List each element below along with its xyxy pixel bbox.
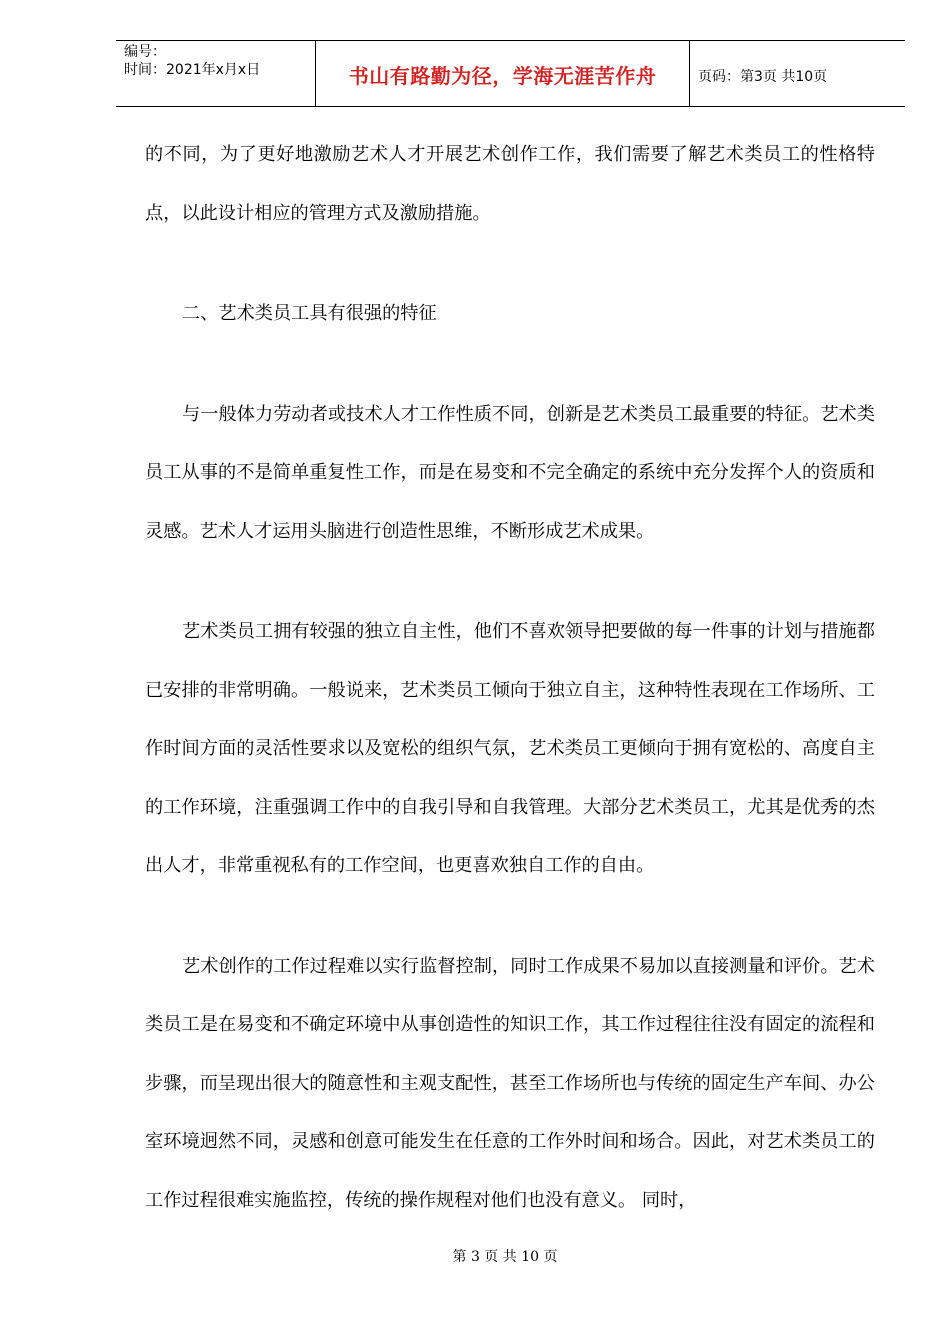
section-heading: 二、艺术类员工具有很强的特征 <box>182 303 437 324</box>
paragraph: 与一般体力劳动者或技术人才工作性质不同，创新是艺术类员工最重要的特征。艺术类员工从事的不是简单重复性工作，而是在易变和不完全确定的系统中充分发挥个人的资质和灵感。艺术人才运用头脑进行创造性思维，不断形成艺术成果。 <box>145 403 875 542</box>
document-body <box>145 126 875 1230</box>
paragraph-spacer <box>145 561 875 603</box>
paragraph-continuation: 的不同，为了更好地激励艺术人才开展艺术创作工作，我们需要了解艺术类员工的性格特点，以此设计相应的管理方式及激励措施。 <box>145 144 875 224</box>
paragraph-spacer <box>145 896 875 938</box>
header-page-label: 页码：第3页 共10页 <box>698 68 828 85</box>
header-page-cell <box>690 43 905 108</box>
paragraph: 艺术创作的工作过程难以实行监督控制，同时工作成果不易加以直接测量和评价。艺术类员工是在易变和不确定环境中从事创造性的知识工作，其工作过程往往没有固定的流程和步骤，而呈现出很大的随意性和主观支配性，甚至工作场所也与传统的固定生产车间、办公室环境迥然不同，灵感和创意可能发生在任意的工作外时间和场合。因此，对艺术类员工的工作过程很难实施监控，传统的操作规程对他们也没有意义。 同时， <box>145 955 875 1211</box>
header-motto: 书山有路勤为径，学海无涯苦作舟 <box>348 64 657 88</box>
paragraph: 艺术类员工拥有较强的独立自主性，他们不喜欢领导把要做的每一件事的计划与措施都已安排的非常明确。一般说来，艺术类员工倾向于独立自主，这种特性表现在工作场所、工作时间方面的灵活性要求以及宽松的组织气氛，艺术类员工更倾向于拥有宽松的、高度自主的工作环境，注重强调工作中的自我引导和自我管理。大部分艺术类员工，尤其是优秀的杰出人才，非常重视私有的工作空间，也更喜欢独自工作的自由。 <box>145 621 875 876</box>
paragraph-spacer <box>145 243 875 285</box>
page-footer <box>0 1246 950 1266</box>
header-meta-cell <box>116 41 316 106</box>
footer-page-number: 第 3 页 共 10 页 <box>452 1249 558 1265</box>
document-time-label: 时间：2021年x月x日 <box>124 62 261 78</box>
page-header <box>116 40 905 107</box>
document-number-label: 编号： <box>124 44 166 60</box>
paragraph-spacer <box>145 344 875 386</box>
header-motto-cell <box>316 41 690 106</box>
